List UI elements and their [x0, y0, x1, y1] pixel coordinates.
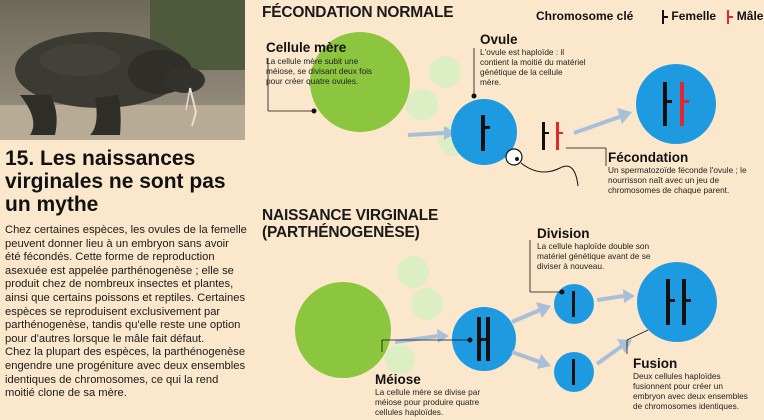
- division-label: Division: [537, 226, 590, 241]
- legend-title: Chromosome clé: [536, 9, 634, 23]
- meiosis-label: Méiose: [375, 372, 421, 387]
- chromosome-band: [481, 338, 486, 341]
- female-chromosome: [572, 359, 575, 385]
- female-chromosome: [477, 317, 481, 361]
- male-chromosome: [680, 82, 684, 126]
- arrow: [395, 336, 438, 342]
- arrow: [512, 310, 540, 322]
- chromosome-band: [667, 100, 672, 103]
- legend-male-label: Mâle: [736, 9, 764, 23]
- article-paragraph: Chez certaines espèces, les ovules de la femelle peuvent donner lieu à un embryon sans avoir été fécondés. Cette forme de reproduction asexuée est appelée parthénogenèse ; elle se produit chez de nombreux insectes et plantes, ainsi que certains poissons et reptiles. Certaines espèces se reproduisent exclusivement par parthénogenèse, tandis qu'elle reste une option pour d'autres lorsque le mâle fait défaut.: [5, 224, 247, 345]
- arrow: [597, 346, 622, 364]
- virgin-birth-title: NAISSANCE VIRGINALE (PARTHÉNOGENÈSE): [262, 207, 439, 241]
- female-chromosome: [682, 279, 686, 325]
- female-chromosome: [542, 122, 545, 150]
- zygote-cell: [636, 64, 716, 144]
- fertilization-description: Un spermatozoïde féconde l'ovule ; le nourrisson naît avec un jeu de chromosomes de chaque parent.: [608, 165, 747, 195]
- pointer-dot: [312, 109, 317, 114]
- sperm-head: [506, 149, 522, 165]
- haploid-cell: [411, 288, 443, 320]
- female-chromosome: [663, 82, 667, 126]
- pointer-dot: [468, 338, 473, 343]
- female-chromosome: [666, 279, 670, 325]
- chromosome-band: [686, 299, 691, 302]
- arrow: [512, 352, 540, 362]
- division-description: La cellule haploïde double son matériel génétique avant de se diviser à nouveau.: [537, 241, 651, 271]
- female-chromosome: [486, 317, 490, 361]
- label-pointer: [627, 330, 648, 340]
- ovule-label: Ovule: [480, 32, 518, 47]
- chromosome-band: [485, 126, 490, 129]
- normal-fertilization-title: FÉCONDATION NORMALE: [262, 4, 454, 21]
- chromosome-band: [559, 132, 563, 134]
- polar-body: [429, 56, 461, 88]
- meiosis-description: La cellule mère se divise par méiose pour produire quatre cellules haploïdes.: [375, 387, 481, 417]
- fusion-label: Fusion: [633, 356, 678, 371]
- ovule-description: L'ovule est haploïde : il contient la moitié du matériel génétique de la cellule mère.: [480, 47, 586, 87]
- chromosome-band: [684, 100, 689, 103]
- legend-female-label: Femelle: [671, 9, 717, 23]
- mother-cell: [295, 282, 391, 378]
- chromosome-band: [545, 132, 549, 134]
- polar-body: [406, 89, 438, 121]
- arrow-head: [623, 289, 635, 303]
- sperm-nucleus: [515, 157, 519, 161]
- mother-cell-description: La cellule mère subit une méiose, se divisant deux fois pour créer quatre ovules.: [266, 56, 373, 86]
- arrow: [408, 133, 444, 135]
- female-chromosome: [481, 115, 485, 151]
- mother-cell-label: Cellule mère: [266, 40, 347, 55]
- pointer-dot: [472, 94, 477, 99]
- arrow: [597, 296, 624, 300]
- haploid-cell: [385, 344, 415, 374]
- fertilization-label: Fécondation: [608, 150, 689, 165]
- fused-embryo-cell: [637, 262, 717, 342]
- arrow: [574, 116, 622, 133]
- sperm-tail: [521, 163, 578, 186]
- chromosome-band: [670, 299, 675, 302]
- female-chromosome: [572, 291, 575, 317]
- fusion-description: Deux cellules haploïdes fusionnent pour créer un embryon avec deux ensembles de chromosomes identiques.: [633, 371, 748, 411]
- article-paragraph: Chez la plupart des espèces, la parthénogenèse engendre une progéniture avec deux ensembles identiques de chromosomes, ce qui la rend moitié clone de sa mère.: [5, 346, 246, 400]
- haploid-cell: [397, 256, 429, 288]
- pointer-dot: [560, 290, 565, 295]
- article-headline: 15. Les naissances virginales ne sont pas un mythe: [5, 147, 226, 216]
- male-chromosome: [556, 122, 559, 150]
- arrow-head: [437, 329, 449, 343]
- arrow-head: [537, 354, 551, 369]
